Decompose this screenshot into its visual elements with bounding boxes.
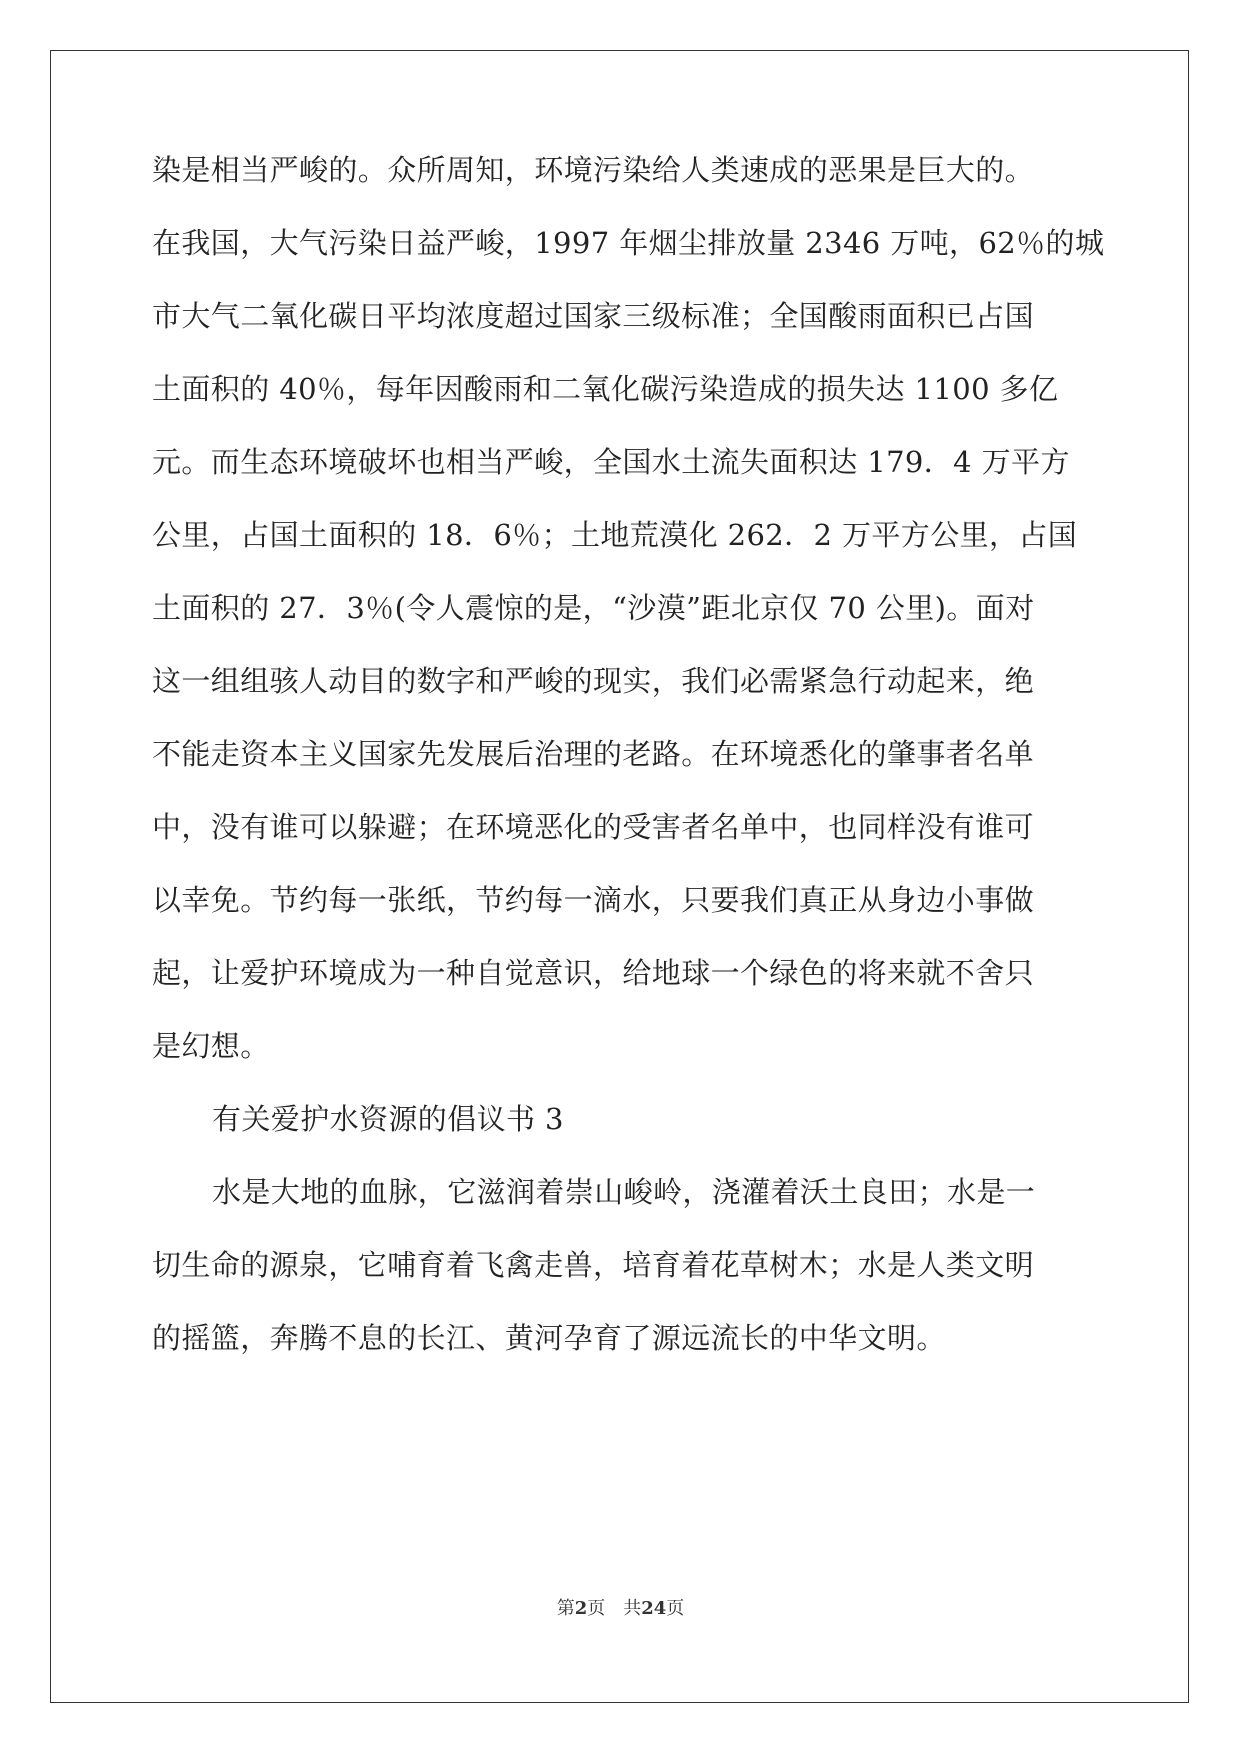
body-line: 在我国，大气污染日益严峻，1997 年烟尘排放量 2346 万吨，62％的城	[152, 226, 1105, 260]
footer-suffix: 页	[666, 1598, 685, 1619]
body-line: 染是相当严峻的。众所周知，环境污染给人类速成的恶果是巨大的。	[152, 153, 1035, 187]
page-footer	[0, 1598, 1241, 1620]
body-line: 切生命的源泉，它哺育着飞禽走兽，培育着花草树木；水是人类文明	[152, 1248, 1035, 1282]
body-line: 土面积的 27．3％(令人震惊的是，“沙漠”距北京仅 70 公里)。面对	[152, 591, 1035, 625]
body-line: 这一组组骇人动目的数字和严峻的现实，我们必需紧急行动起来，绝	[152, 664, 1035, 698]
body-line: 元。而生态环境破坏也相当严峻，全国水土流失面积达 179．4 万平方	[152, 445, 1070, 479]
body-line: 土面积的 40％，每年因酸雨和二氧化碳污染造成的损失达 1100 多亿	[152, 372, 1059, 406]
body-line: 不能走资本主义国家先发展后治理的老路。在环境悉化的肇事者名单	[152, 737, 1035, 771]
footer-total-prefix: 共	[623, 1598, 642, 1619]
footer-prefix: 第	[556, 1598, 575, 1619]
body-line: 起，让爱护环境成为一种自觉意识，给地球一个绿色的将来就不舍只	[152, 956, 1035, 990]
section-heading: 有关爱护水资源的倡议书 3	[212, 1102, 564, 1136]
footer-page-number: 2	[574, 1598, 588, 1619]
footer-total-pages: 24	[641, 1598, 667, 1619]
body-line: 市大气二氧化碳日平均浓度超过国家三级标准；全国酸雨面积已占国	[152, 299, 1035, 333]
body-line: 的摇篮，奔腾不息的长江、黄河孕育了源远流长的中华文明。	[152, 1321, 946, 1355]
body-line: 中，没有谁可以躲避；在环境恶化的受害者名单中，也同样没有谁可	[152, 810, 1035, 844]
body-line: 水是大地的血脉，它滋润着崇山峻岭，浇灌着沃土良田；水是一	[212, 1175, 1036, 1209]
body-line: 以幸免。节约每一张纸，节约每一滴水，只要我们真正从身边小事做	[152, 883, 1035, 917]
body-line: 是幻想。	[152, 1029, 270, 1063]
body-line: 公里，占国土面积的 18．6％；土地荒漠化 262．2 万平方公里，占国	[152, 518, 1078, 552]
footer-page-word: 页	[587, 1598, 606, 1619]
